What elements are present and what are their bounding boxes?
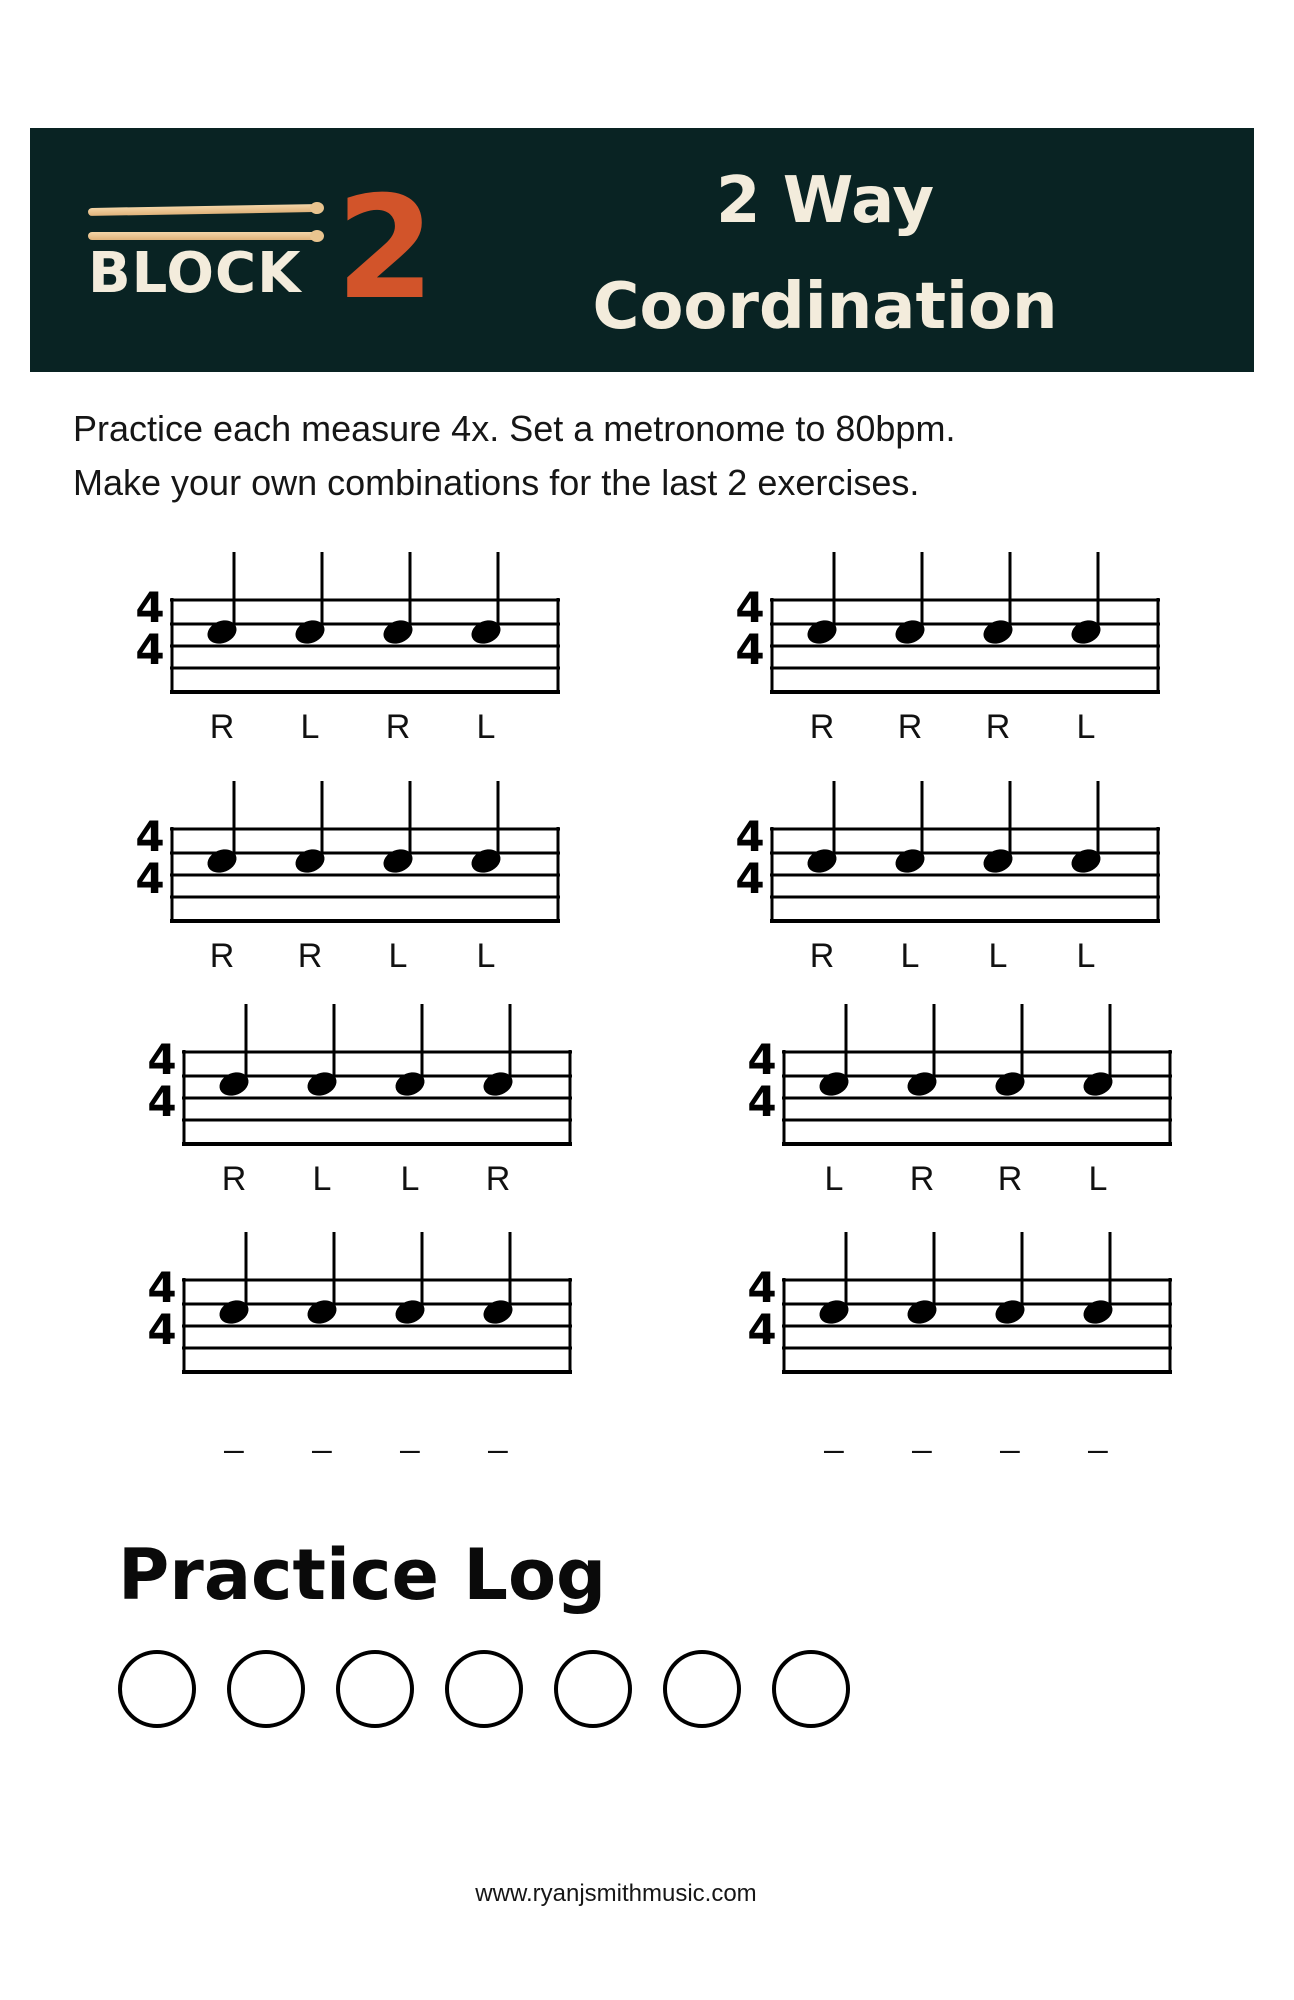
sticking-letter: R: [909, 1160, 935, 1198]
sticking-letter: L: [1076, 708, 1096, 746]
time-signature-top: 4: [735, 812, 765, 861]
drumstick-icon: [88, 204, 318, 216]
sticking-letter: L: [388, 937, 408, 975]
sticking-letter: _: [312, 1416, 332, 1454]
staff: [742, 1000, 1174, 1150]
sticking-letter: L: [400, 1160, 420, 1198]
sticking-letter: R: [385, 708, 411, 746]
sticking-letter: _: [824, 1416, 844, 1454]
block-2-logo: [84, 166, 474, 331]
sticking-letter: L: [312, 1160, 332, 1198]
sticking-letter: R: [209, 937, 235, 975]
time-signature-bottom: 4: [147, 1077, 177, 1126]
exercise-measure: [730, 777, 1130, 991]
practice-checkbox[interactable]: [772, 1650, 850, 1728]
sticking-letter: _: [1000, 1416, 1020, 1454]
sticking-letter: _: [224, 1416, 244, 1454]
practice-checkbox[interactable]: [336, 1650, 414, 1728]
sticking-letter: R: [221, 1160, 247, 1198]
time-signature-top: 4: [135, 583, 165, 632]
practice-log-title: Practice Log: [118, 1534, 607, 1616]
sticking-letter: L: [824, 1160, 844, 1198]
sticking-letter: L: [900, 937, 920, 975]
staff: [730, 777, 1162, 927]
exercise-measure: [130, 777, 530, 991]
staff: [142, 1000, 574, 1150]
sticking-letter: L: [300, 708, 320, 746]
time-signature-bottom: 4: [147, 1305, 177, 1354]
sticking-letter: R: [897, 708, 923, 746]
sticking-letter: R: [485, 1160, 511, 1198]
page-title: [560, 148, 1090, 360]
sticking-letter: _: [488, 1416, 508, 1454]
sticking-letter: L: [1088, 1160, 1108, 1198]
instructions: [73, 402, 955, 510]
title-line-1: 2 Way: [715, 164, 935, 238]
time-signature-bottom: 4: [135, 854, 165, 903]
practice-checkbox[interactable]: [118, 1650, 196, 1728]
sticking-letter: L: [988, 937, 1008, 975]
time-signature-bottom: 4: [747, 1077, 777, 1126]
footer-url: www.ryanjsmithmusic.com: [475, 1880, 757, 1907]
time-signature-top: 4: [735, 583, 765, 632]
practice-checkbox[interactable]: [663, 1650, 741, 1728]
time-signature-top: 4: [747, 1035, 777, 1084]
sticking-letter: _: [912, 1416, 932, 1454]
exercise-measure: [742, 1000, 1142, 1214]
practice-checkbox[interactable]: [445, 1650, 523, 1728]
sticking-letter: _: [1088, 1416, 1108, 1454]
time-signature-bottom: 4: [747, 1305, 777, 1354]
staff: [730, 548, 1162, 698]
sticking-letter: R: [297, 937, 323, 975]
practice-checkbox[interactable]: [554, 1650, 632, 1728]
exercise-measure: [742, 1228, 1142, 1454]
exercise-measure: [142, 1228, 542, 1454]
exercise-measure: [130, 548, 530, 762]
logo-word: BLOCK: [88, 241, 302, 306]
sticking-letter: R: [997, 1160, 1023, 1198]
staff: [142, 1228, 574, 1378]
staff: [130, 777, 562, 927]
time-signature-top: 4: [147, 1263, 177, 1312]
instruction-line-1: Practice each measure 4x. Set a metronome to 80bpm.: [73, 408, 956, 449]
staff: [742, 1228, 1174, 1378]
practice-checkbox[interactable]: [227, 1650, 305, 1728]
time-signature-bottom: 4: [735, 625, 765, 674]
instruction-line-2: Make your own combinations for the last 2 exercises.: [73, 462, 920, 503]
exercise-measure: [730, 548, 1130, 762]
sticking-letter: R: [209, 708, 235, 746]
time-signature-top: 4: [747, 1263, 777, 1312]
sticking-letter: L: [476, 708, 496, 746]
sticking-letter: _: [400, 1416, 420, 1454]
sticking-letter: R: [809, 937, 835, 975]
title-line-2: Coordination: [592, 270, 1058, 344]
drumstick-icon: [88, 232, 318, 240]
sticking-letter: L: [1076, 937, 1096, 975]
staff: [130, 548, 562, 698]
time-signature-top: 4: [135, 812, 165, 861]
time-signature-bottom: 4: [135, 625, 165, 674]
time-signature-top: 4: [147, 1035, 177, 1084]
sticking-letter: R: [985, 708, 1011, 746]
time-signature-bottom: 4: [735, 854, 765, 903]
sticking-letter: L: [476, 937, 496, 975]
sticking-letter: R: [809, 708, 835, 746]
exercise-measure: [142, 1000, 542, 1214]
logo-number: 2: [336, 166, 435, 331]
